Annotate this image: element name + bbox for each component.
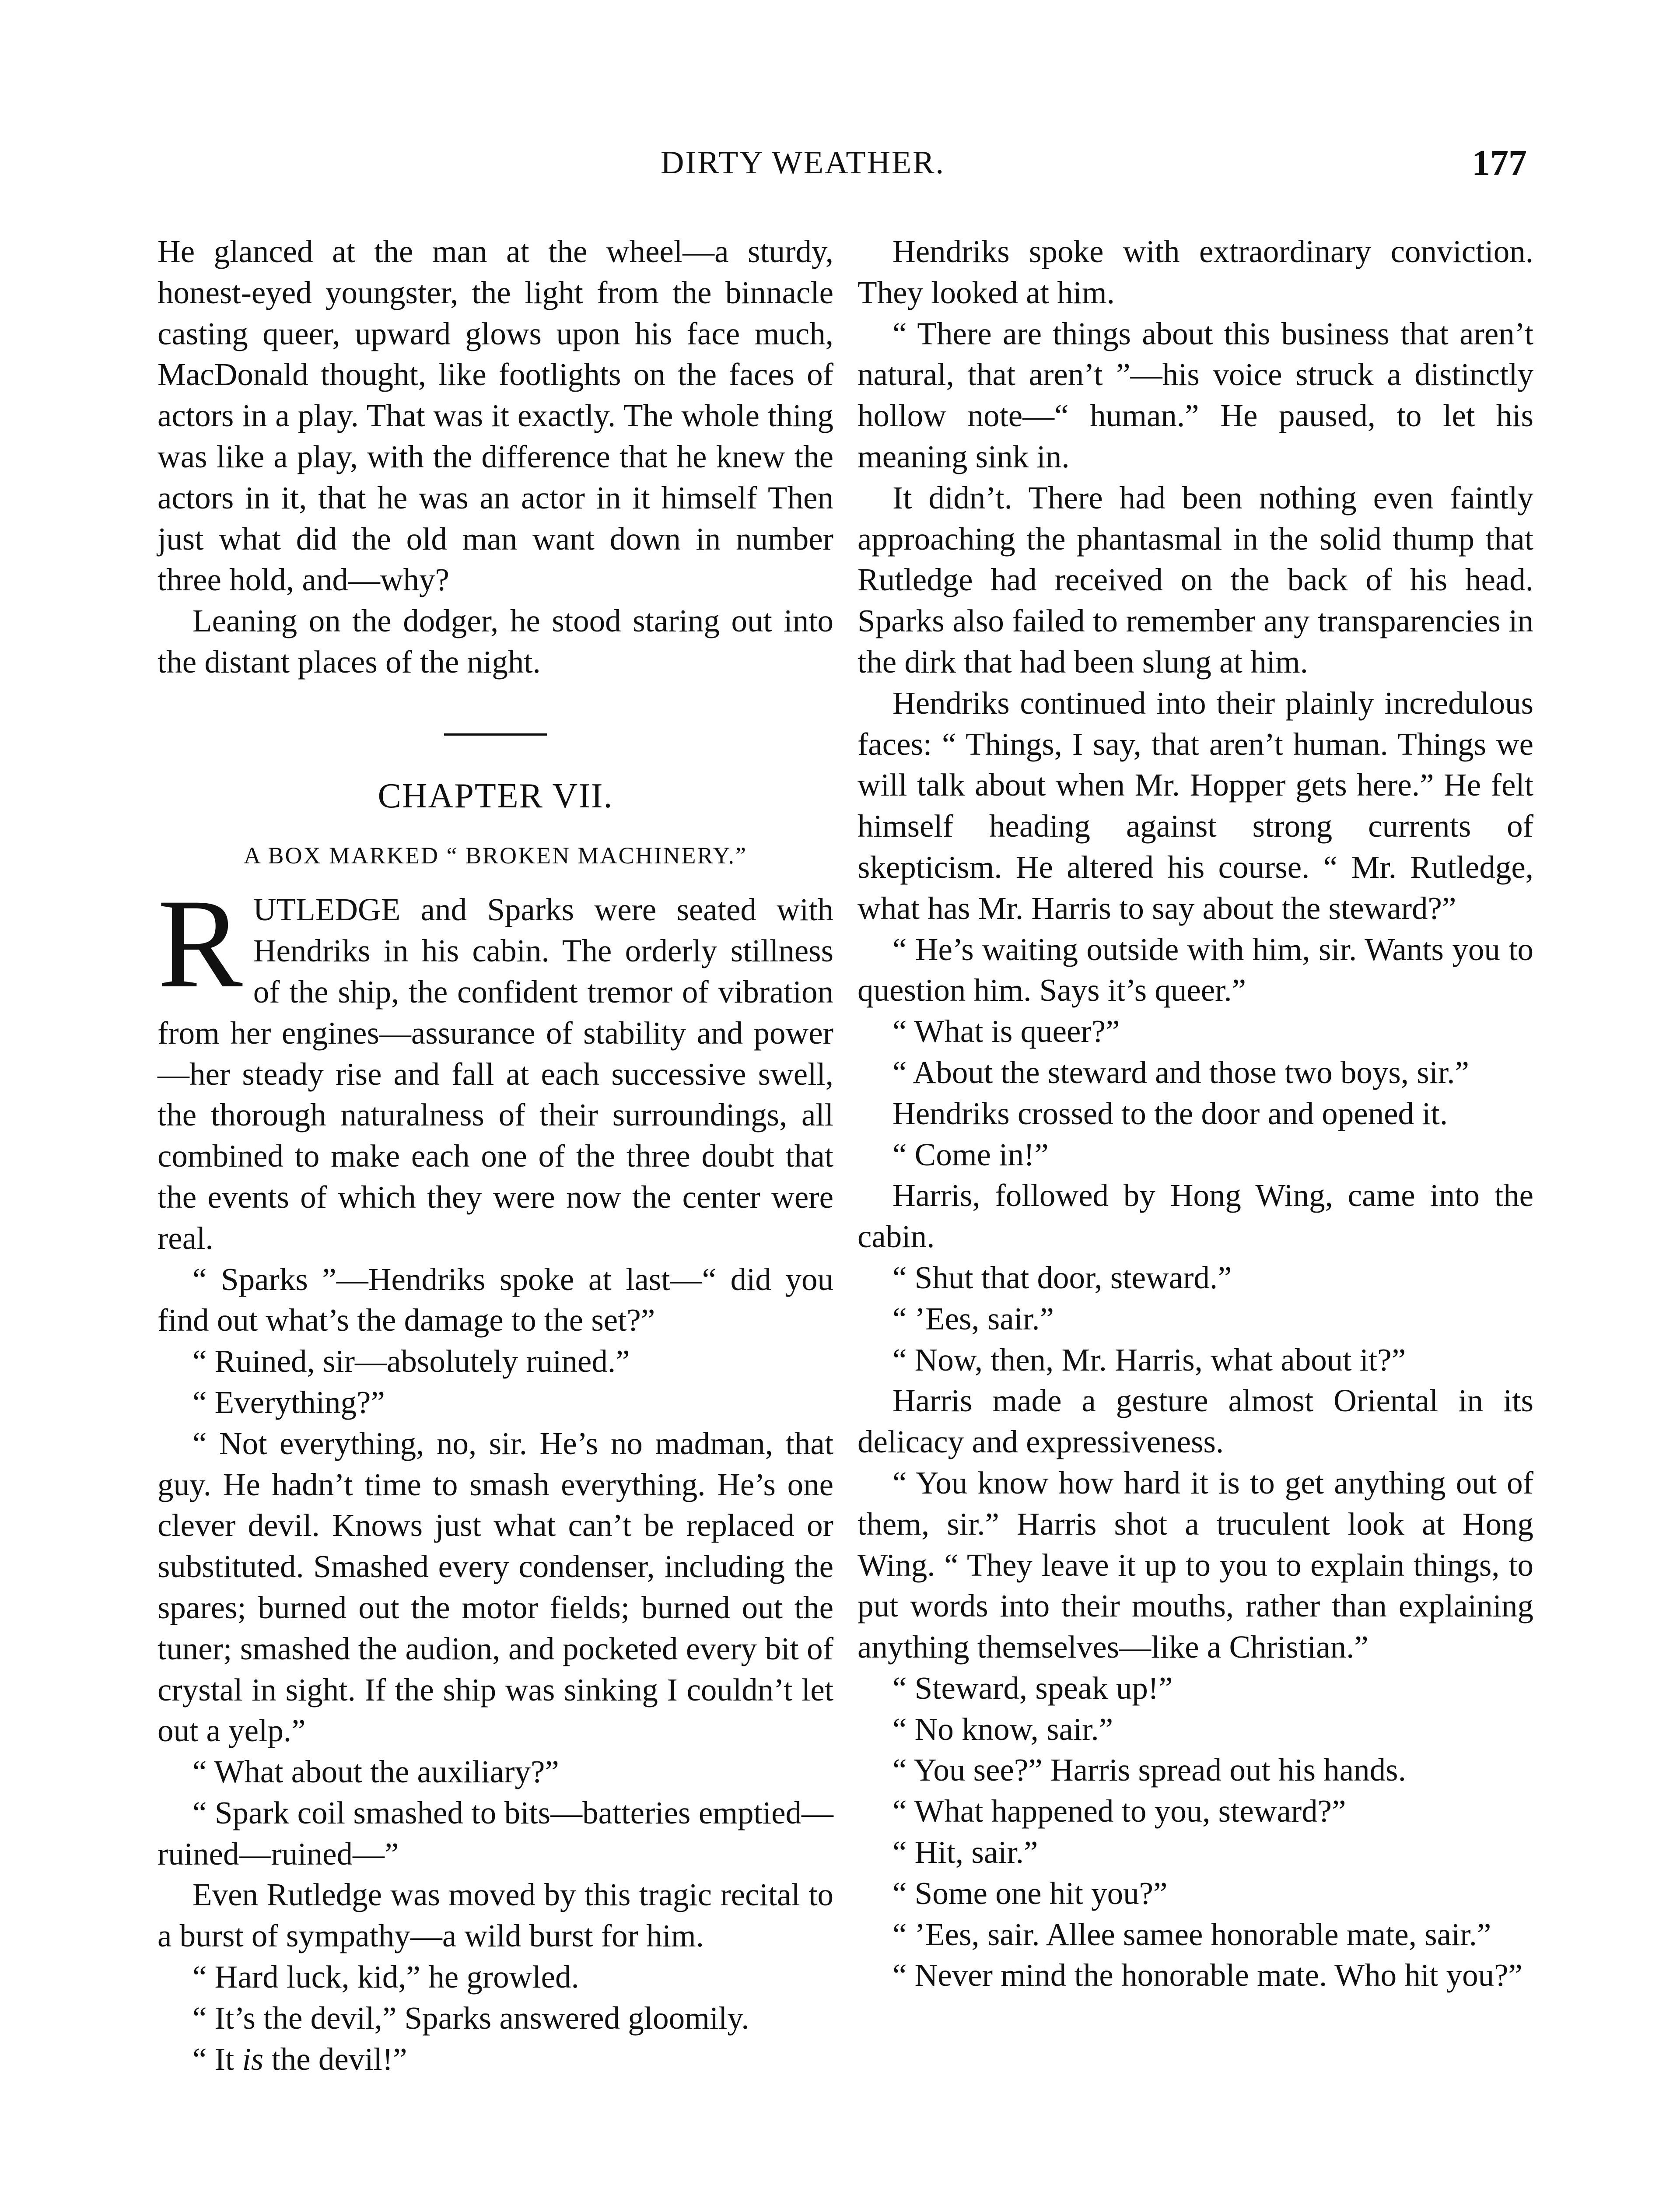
paragraph: “ You know how hard it is to get anything out of them, sir.” Harris shot a truculent look at Hong Wing. “ They leave it up to you to explain things, to put words into their mouths, rather than explaining anything themselves—like a Christian.” <box>858 1465 1533 1665</box>
running-head: DIRTY WEATHER. <box>661 145 945 181</box>
opening-paragraph-text: UTLEDGE and Sparks were seated with Hendriks in his cabin. The orderly stillness of the ship, the confident tremor of vibration from her engines—assurance of stability and power—her steady rise and fall at each successive swell, the thorough naturalness of their surroundings, all combined to make each one of the three doubt that the events of which they were now the center were real. <box>158 892 833 1256</box>
paragraph: It didn’t. There had been nothing even faintly approaching the phantasmal in the solid thump that Rutledge had received on the back of his head. Sparks also failed to remember any transparencies in the dirk that had been slung at him. <box>858 480 1533 680</box>
drop-cap: R <box>158 873 243 1015</box>
paragraph: “ Now, then, Mr. Harris, what about it?” <box>892 1342 1406 1378</box>
paragraph: “ What about the auxiliary?” <box>192 1754 559 1790</box>
paragraph: “ Some one hit you?” <box>892 1875 1168 1911</box>
paragraph: Harris made a gesture almost Oriental in its delicacy and expressiveness. <box>858 1383 1533 1460</box>
paragraph: “ ’Ees, sair.” <box>892 1301 1054 1336</box>
paragraph: Leaning on the dodger, he stood staring out into the distant places of the night. <box>158 603 833 680</box>
left-column <box>158 231 833 2079</box>
paragraph: “ Ruined, sir—absolutely ruined.” <box>192 1343 630 1379</box>
paragraph: “ He’s waiting outside with him, sir. Wants you to question him. Says it’s queer.” <box>858 931 1533 1008</box>
paragraph: Hendriks spoke with extraordinary conviction. They looked at him. <box>858 234 1533 310</box>
text-run: the devil!” <box>263 2041 407 2077</box>
paragraph: “ Never mind the honorable mate. Who hit you?” <box>892 1957 1522 1993</box>
paragraph: He glanced at the man at the wheel—a sturdy, honest-eyed youngster, the light from the binnacle casting queer, upward glows upon his face much, MacDonald thought, like footlights on the faces of actors in a play. That was it exactly. The whole thing was like a play, with the difference that he knew the actors in it, that he was an actor in it himself Then just what did the old man want down in number three hold, and—why? <box>158 234 833 598</box>
paragraph: “ About the steward and those two boys, sir.” <box>892 1054 1469 1090</box>
page-header <box>158 144 1527 197</box>
paragraph: “ Shut that door, steward.” <box>892 1259 1232 1295</box>
paragraph: “ Sparks ”—Hendriks spoke at last—“ did you find out what’s the damage to the set?” <box>158 1261 833 1338</box>
paragraph: “ There are things about this business that aren’t natural, that aren’t ”—his voice struck a distinctly hollow note—“ human.” He paused, to let his meaning sink in. <box>858 316 1533 474</box>
paragraph: “ What is queer?” <box>892 1013 1120 1049</box>
section-divider <box>444 733 547 736</box>
text-run: “ It <box>192 2041 242 2077</box>
italic-text: is <box>242 2041 264 2077</box>
paragraph: “ What happened to you, steward?” <box>892 1793 1346 1829</box>
paragraph: “ Hard luck, kid,” he growled. <box>192 1959 579 1995</box>
paragraph <box>158 2039 833 2080</box>
paragraph: Hendriks continued into their plainly incredulous faces: “ Things, I say, that aren’t human. Things we will talk about when Mr. Hopper gets here.” He felt himself heading against strong currents of skepticism. He altered his course. “ Mr. Rutledge, what has Mr. Harris to say about the steward?” <box>858 685 1533 926</box>
chapter-title: CHAPTER VII. <box>378 776 613 815</box>
paragraph: “ Everything?” <box>192 1384 385 1420</box>
paragraph: Hendriks crossed to the door and opened it. <box>892 1095 1448 1131</box>
paragraph: “ Come in!” <box>892 1136 1049 1172</box>
paragraph: “ ’Ees, sair. Allee samee honorable mate, sair.” <box>892 1916 1491 1952</box>
paragraph: “ Not everything, no, sir. He’s no madman, that guy. He hadn’t time to smash everything. He’s one clever devil. Knows just what can’t be replaced or substituted. Smashed every condenser, including the spares; burned out the motor fields; burned out the tuner; smashed the audion, and pocketed every bit of crystal in sight. If the ship was sinking I couldn’t let out a yelp.” <box>158 1425 833 1749</box>
paragraph: “ No know, sair.” <box>892 1711 1113 1747</box>
paragraph: “ Spark coil smashed to bits—batteries emptied—ruined—ruined—” <box>158 1795 833 1872</box>
paragraph: “ Steward, speak up!” <box>892 1670 1173 1706</box>
chapter-subtitle: A BOX MARKED “ BROKEN MACHINERY.” <box>243 842 748 869</box>
opening-paragraph <box>158 873 833 1259</box>
paragraph: “ It’s the devil,” Sparks answered gloomily. <box>192 2000 749 2036</box>
paragraph: “ You see?” Harris spread out his hands. <box>892 1752 1406 1788</box>
paragraph: Harris, followed by Hong Wing, came into the cabin. <box>858 1178 1533 1255</box>
paragraph: Even Rutledge was moved by this tragic recital to a burst of sympathy—a wild burst for him. <box>158 1877 833 1954</box>
paragraph: “ Hit, sair.” <box>892 1834 1038 1870</box>
right-column <box>858 231 1533 1996</box>
page-number: 177 <box>1472 143 1527 183</box>
